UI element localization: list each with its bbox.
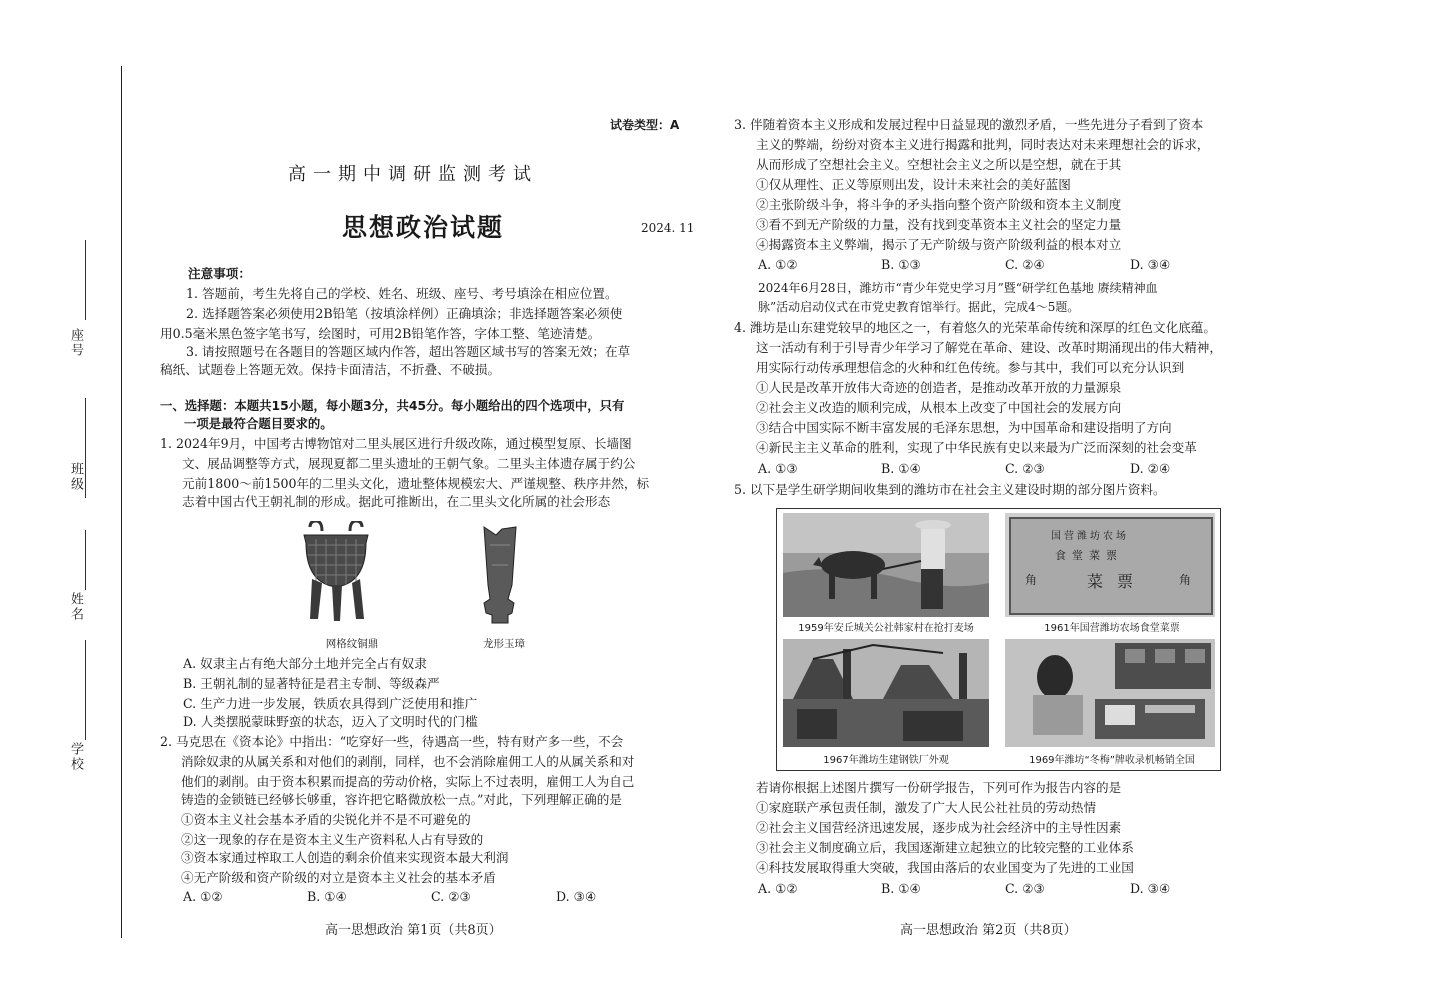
- ticket-unit-right: 角: [1179, 573, 1192, 587]
- class-fill-line: [85, 398, 86, 498]
- seat-label: 座号: [68, 328, 83, 358]
- section-heading-cont: 一项是最符合题目要求的。: [184, 416, 333, 431]
- q3-text: 3. 伴随着资本主义形成和发展过程中日益显现的激烈矛盾，一些先进分子看到了资本: [734, 117, 1204, 132]
- q1-text: 元前1800～前1500年的二里头文化，遗址整体规模宏大、严谨规整、秩序井然，标: [182, 476, 650, 491]
- subject-title: 思想政治试题: [342, 213, 505, 242]
- choice-b: B. ①④: [881, 881, 921, 896]
- notice-line: 3. 请按照题号在各题目的答题区域内作答，超出答题区域书写的答案无效；在草: [186, 344, 631, 359]
- q2-statement: ②这一现象的存在是资本主义生产资料私人占有导致的: [181, 832, 484, 847]
- choice-c: C. ②③: [1005, 461, 1045, 476]
- binding-line: [121, 66, 122, 938]
- q5-statement: ①家庭联产承包责任制，激发了广大人民公社社员的劳动热情: [756, 800, 1097, 815]
- choice-b: B. ①④: [307, 889, 347, 904]
- q2-text: 他们的剥削。由于资本积累而提高的劳动价格，实际上不过表明，雇佣工人为自己: [181, 774, 635, 789]
- choice-a: A. ①②: [758, 881, 798, 896]
- q5-statement: ②社会主义国营经济迅速发展，逐步成为社会经济中的主导性因素: [756, 820, 1122, 835]
- choice-b: B. ①④: [881, 461, 921, 476]
- q2-text: 2. 马克思在《资本论》中指出：“吃穿好一些，待遇高一些，特有财产多一些，不会: [160, 734, 624, 749]
- q4-text: 4. 潍坊是山东建党较早的地区之一，有着悠久的光荣革命传统和深厚的红色文化底蕴。: [734, 320, 1216, 335]
- intro-4-5: 2024年6月28日，潍坊市“青少年党史学习月”暨“研学红色基地 赓续精神血: [758, 281, 1158, 295]
- section-heading: 一、选择题：本题共15小题，每小题3分，共45分。每小题给出的四个选项中，只有: [160, 398, 625, 413]
- seat-fill-line: [85, 240, 86, 320]
- q3-statement: ②主张阶级斗争，将斗争的矛头指向整个资产阶级和资本主义制度: [756, 197, 1122, 212]
- q5-text: 5. 以下是学生研学期间收集到的潍坊市在社会主义建设时期的部分图片资料。: [734, 482, 1166, 497]
- class-label: 班级: [68, 462, 83, 492]
- q1-option-a: A. 奴隶主占有绝大部分土地并完全占有奴隶: [183, 656, 427, 671]
- q1-text: 文、展品调整等方式，展现夏都二里头遗址的王朝气象。二里头主体遗存属于约公: [182, 456, 636, 471]
- choice-c: C. ②③: [431, 889, 471, 904]
- choice-a: A. ①②: [758, 257, 798, 272]
- q4-text: 用实际行动传承理想信念的火种和红色传统。参与其中，我们可以充分认识到: [756, 360, 1185, 375]
- q4-statement: ④新民主主义革命的胜利，实现了中华民族有史以来最为广泛而深刻的社会变革: [756, 440, 1197, 455]
- school-label: 学校: [68, 742, 83, 772]
- q5-statement: ④科技发展取得重大突破，我国由落后的农业国变为了先进的工业国: [756, 860, 1134, 875]
- notice-line: 1. 答题前，考生先将自己的学校、姓名、班级、座号、考号填涂在相应位置。: [186, 286, 618, 301]
- q1-text: 志着中国古代王朝礼制的形成。据此可推断出，在二里头文化所属的社会形态: [182, 494, 611, 509]
- q1-option-b: B. 王朝礼制的显著特征是君主专制、等级森严: [183, 676, 440, 691]
- q3-statement: ④揭露资本主义弊端，揭示了无产阶级与资产阶级利益的根本对立: [756, 237, 1122, 252]
- ticket-char-piao: 票: [1117, 572, 1134, 591]
- q5-ask: 若请你根据上述图片撰写一份研学报告，下列可作为报告内容的是: [756, 780, 1122, 795]
- q1-text: 1. 2024年9月，中国考古博物馆对二里头展区进行升级改陈，通过模型复原、长墙图: [160, 436, 632, 451]
- page-footer-left: 高一思想政治 第1页（共8页）: [325, 923, 502, 938]
- school-fill-line: [85, 640, 86, 740]
- q1-option-c: C. 生产力进一步发展，铁质农具得到广泛使用和推广: [183, 696, 478, 711]
- q3-text: 从而形成了空想社会主义。空想社会主义之所以是空想，就在于其: [756, 157, 1122, 172]
- q3-statement: ③看不到无产阶级的力量，没有找到变革资本主义社会的坚定力量: [756, 217, 1122, 232]
- q2-statement: ①资本主义社会基本矛盾的尖锐化并不是不可避免的: [181, 812, 471, 827]
- fig1-caption: 网格纹铜鼎: [325, 638, 379, 650]
- intro-4-5-cont: 脉”活动启动仪式在市党史教育馆举行。据此，完成4～5题。: [758, 300, 1080, 314]
- q3-text: 主义的弊端，纷纷对资本主义进行揭露和批判，同时表达对未来理想社会的诉求，: [756, 137, 1210, 152]
- page-footer-right: 高一思想政治 第2页（共8页）: [900, 923, 1077, 938]
- q5-photo-collage: [776, 508, 1221, 771]
- notice-line: 稿纸、试题卷上答题无效。保持卡面清洁，不折叠、不破损。: [160, 362, 501, 377]
- q2-statement: ④无产阶级和资产阶级的对立是资本主义社会的基本矛盾: [181, 870, 496, 885]
- q4-statement: ①人民是改革开放伟大奇迹的创造者，是推动改革开放的力量源泉: [756, 380, 1122, 395]
- choice-a: A. ①③: [758, 461, 798, 476]
- exam-date: 2024. 11: [641, 221, 695, 235]
- notice-line: 用0.5毫米黑色签字笔书写，绘图时，可用2B铅笔作答，字体工整、笔迹清楚。: [160, 326, 601, 341]
- jade-zhang-image: [480, 525, 520, 625]
- photo-caption-2: 1961年国营潍坊农场食堂菜票: [1044, 623, 1180, 634]
- q2-text: 铸造的金锁链已经够长够重，容许把它略微放松一点。”对此，下列理解正确的是: [181, 792, 622, 807]
- ticket-unit-left: 角: [1025, 573, 1038, 587]
- ticket-char-cai: 菜: [1087, 572, 1104, 591]
- name-fill-line: [85, 530, 86, 590]
- choice-a: A. ①②: [183, 889, 223, 904]
- exam-title: 高一期中调研监测考试: [288, 164, 538, 185]
- photo-plowing: [783, 513, 989, 617]
- choice-d: D. ③④: [556, 889, 597, 904]
- photo-steel-plant: [783, 639, 989, 747]
- q4-statement: ③结合中国实际不断丰富发展的毛泽东思想，为中国革命和建设指明了方向: [756, 420, 1172, 435]
- notice-line: 2. 选择题答案必须使用2B铅笔（按填涂样例）正确填涂；非选择题答案必须使: [186, 306, 623, 321]
- q2-text: 消除奴隶的从属关系和对他们的剥削，同样，也不会消除雇佣工人的从属关系和对: [181, 754, 635, 769]
- q3-statement: ①仅从理性、正义等原则出发，设计未来社会的美好蓝图: [756, 177, 1071, 192]
- ticket-title: 食堂菜票: [1055, 549, 1123, 562]
- q5-statement: ③社会主义制度确立后，我国逐渐建立起独立的比较完整的工业体系: [756, 840, 1134, 855]
- photo-meal-ticket: [1005, 513, 1215, 617]
- bronze-ding-image: [296, 521, 376, 621]
- choice-c: C. ②③: [1005, 881, 1045, 896]
- paper-type: 试卷类型：A: [610, 118, 680, 132]
- choice-d: D. ③④: [1130, 881, 1171, 896]
- choice-d: D. ③④: [1130, 257, 1171, 272]
- fig2-caption: 龙形玉璋: [483, 638, 525, 650]
- photo-caption-4: 1969年潍坊“冬梅”牌收录机畅销全国: [1029, 755, 1195, 766]
- notice-heading: 注意事项：: [188, 266, 251, 281]
- photo-radio-factory: [1005, 639, 1215, 747]
- q4-statement: ②社会主义改造的顺利完成，从根本上改变了中国社会的发展方向: [756, 400, 1122, 415]
- q4-text: 这一活动有利于引导青少年学习了解党在革命、建设、改革时期涌现出的伟大精神，: [756, 340, 1222, 355]
- q1-option-d: D. 人类摆脱蒙昧野蛮的状态，迈入了文明时代的门槛: [183, 714, 478, 729]
- ticket-issuer: 国营潍坊农场: [1051, 531, 1129, 542]
- choice-d: D. ②④: [1130, 461, 1171, 476]
- photo-caption-1: 1959年安丘城关公社韩家村在抢打麦场: [798, 623, 974, 634]
- photo-caption-3: 1967年潍坊生建钢铁厂外观: [823, 755, 949, 766]
- q2-statement: ③资本家通过榨取工人创造的剩余价值来实现资本最大利润: [181, 850, 509, 865]
- choice-c: C. ②④: [1005, 257, 1045, 272]
- choice-b: B. ①③: [881, 257, 921, 272]
- name-label: 姓名: [68, 592, 83, 622]
